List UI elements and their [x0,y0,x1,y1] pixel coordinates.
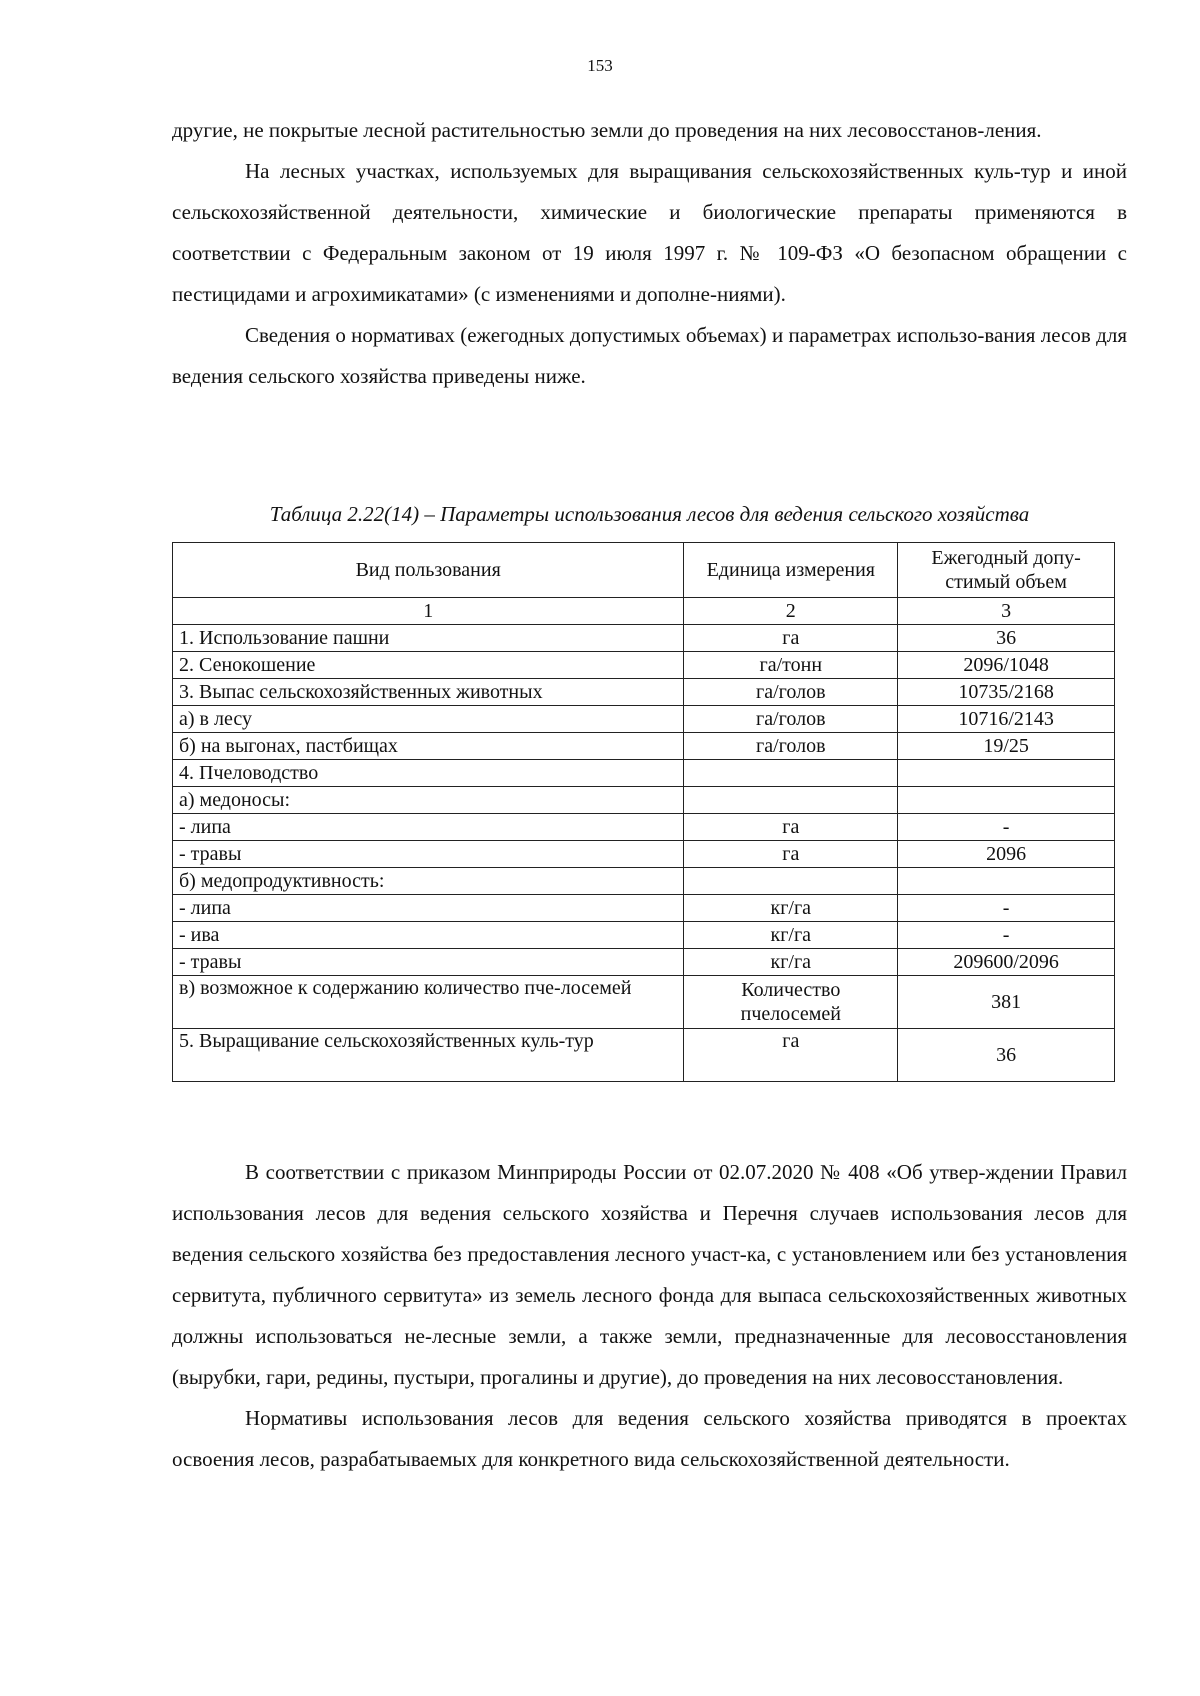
cell-annual-volume: - [898,895,1115,922]
cell-usage-type: 3. Выпас сельскохозяйственных животных [173,679,684,706]
table-row [173,679,1115,706]
intro-paragraph-2: На лесных участках, используемых для выращивания сельскохозяйственных куль-тур и иной сельскохозяйственной деятельности, химические и биологические препараты применяются в соответствии с Федеральным законом от 19 июля 1997 г. № 109-ФЗ «О безопасном обращении с пестицидами и агрохимикатами» (с изменениями и дополне-ниями). [172,159,1127,306]
page-number: 153 [587,56,613,75]
table-row [173,868,1115,895]
closing-paragraph-2: Нормативы использования лесов для ведения сельского хозяйства приводятся в проектах освоения лесов, разрабатываемых для конкретного вида сельскохозяйственной деятельности. [172,1406,1127,1471]
cell-usage-type: б) медопродуктивность: [173,868,684,895]
header-usage-type: Вид пользования [173,543,684,598]
cell-unit: кг/га [684,895,898,922]
table-header-row [173,543,1115,598]
table-row [173,949,1115,976]
cell-unit: га/голов [684,706,898,733]
cell-unit: Количество пчелосемей [684,976,898,1029]
cell-usage-type: 2. Сенокошение [173,652,684,679]
cell-usage-type: 5. Выращивание сельскохозяйственных куль-тур [173,1029,684,1082]
cell-annual-volume: - [898,922,1115,949]
cell-unit: га/тонн [684,652,898,679]
column-number-1: 1 [173,598,684,625]
intro-paragraph-1: другие, не покрытые лесной растительностью земли до проведения на них лесовосстанов-ления. [172,118,1042,142]
closing-text [172,1152,1127,1480]
cell-usage-type: б) на выгонах, пастбищах [173,733,684,760]
table-row [173,1029,1115,1082]
cell-unit [684,787,898,814]
cell-usage-type: 4. Пчеловодство [173,760,684,787]
header-unit: Единица измерения [684,543,898,598]
table-row [173,625,1115,652]
parameters-table [172,542,1115,1082]
cell-annual-volume: 19/25 [898,733,1115,760]
cell-annual-volume: 10735/2168 [898,679,1115,706]
table-row [173,976,1115,1029]
cell-annual-volume: - [898,814,1115,841]
cell-annual-volume: 36 [898,1029,1115,1082]
cell-usage-type: 1. Использование пашни [173,625,684,652]
cell-usage-type: - ива [173,922,684,949]
table-row [173,922,1115,949]
intro-text [172,110,1127,397]
cell-annual-volume: 10716/2143 [898,706,1115,733]
cell-unit [684,868,898,895]
table-row [173,841,1115,868]
cell-annual-volume [898,760,1115,787]
cell-usage-type: а) в лесу [173,706,684,733]
table-row [173,895,1115,922]
column-number-3: 3 [898,598,1115,625]
table-row [173,787,1115,814]
table-row [173,652,1115,679]
table-body [173,625,1115,1082]
column-numbers-row [173,598,1115,625]
header-annual-volume: Ежегодный допу-стимый объем [898,543,1115,598]
cell-unit: кг/га [684,949,898,976]
cell-annual-volume [898,868,1115,895]
cell-unit: га/голов [684,679,898,706]
cell-unit: га [684,625,898,652]
cell-unit: га [684,841,898,868]
table-row [173,733,1115,760]
cell-unit: га [684,1029,898,1082]
cell-unit [684,760,898,787]
table-caption: Таблица 2.22(14) – Параметры использования лесов для ведения сельского хозяйства [269,502,1030,526]
cell-annual-volume: 2096/1048 [898,652,1115,679]
cell-usage-type: в) возможное к содержанию количество пче-лосемей [173,976,684,1029]
cell-annual-volume [898,787,1115,814]
cell-usage-type: - липа [173,895,684,922]
cell-usage-type: - травы [173,841,684,868]
cell-annual-volume: 209600/2096 [898,949,1115,976]
cell-usage-type: а) медоносы: [173,787,684,814]
cell-annual-volume: 381 [898,976,1115,1029]
closing-paragraph-1: В соответствии с приказом Минприроды России от 02.07.2020 № 408 «Об утвер-ждении Правил использования лесов для ведения сельского хозяйства и Перечня случаев использования лесов для ведения сельского хозяйства без предоставления лесного участ-ка, с установлением или без установления сервитута, публичного сервитута» из земель лесного фонда для выпаса сельскохозяйственных животных должны использоваться не-лесные земли, а также земли, предназначенные для лесовосстановления (вырубки, гари, редины, пустыри, прогалины и другие), до проведения на них лесовосстановления. [172,1160,1127,1389]
cell-annual-volume: 36 [898,625,1115,652]
cell-usage-type: - липа [173,814,684,841]
intro-paragraph-3: Сведения о нормативах (ежегодных допустимых объемах) и параметрах использо-вания лесов для ведения сельского хозяйства приведены ниже. [172,323,1127,388]
cell-annual-volume: 2096 [898,841,1115,868]
cell-unit: га/голов [684,733,898,760]
table-row [173,706,1115,733]
table-row [173,814,1115,841]
table-row [173,760,1115,787]
cell-unit: кг/га [684,922,898,949]
cell-unit: га [684,814,898,841]
cell-usage-type: - травы [173,949,684,976]
column-number-2: 2 [684,598,898,625]
